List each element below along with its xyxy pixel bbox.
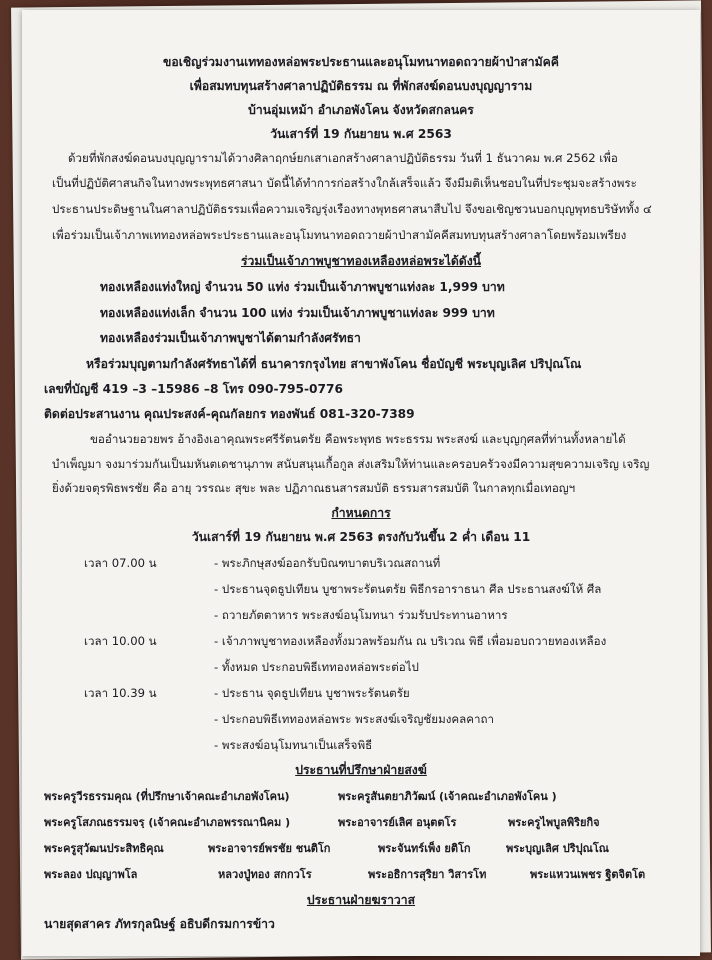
advisor-name: พระอธิการสุริยา วิสารโท (368, 868, 487, 881)
header-line-3: บ้านอุ่มเหม้า อำเภอพังโคน จังหวัดสกลนคร (248, 103, 474, 117)
bank-info: หรือร่วมบุญตามกำลังศรัทธาได้ที่ ธนาคารกรุงไทย สาขาพังโคน ชื่อบัญชี พระบุญเลิศ ปริปุณโณ (86, 357, 582, 371)
advisor-name: พระแหวนเพชร ฐิตจิตโต (530, 868, 646, 881)
intro-line: ด้วยที่พักสงฆ์ดอนบงบุญญารามได้วางศิลาฤกษ์ยกเสาเอกสร้างศาลาปฏิบัติธรรม วันที่ 1 ธันวาคม พ.ศ 2562 เพื่อ (68, 151, 618, 165)
invitation-document (22, 10, 700, 956)
lay-chairman: นายสุดสาคร ภัทรกุลนิษฐ์ อธิบดีกรมการข้าว (44, 917, 275, 931)
intro-line: เพื่อร่วมเป็นเจ้าภาพเททองหล่อพระประธานและอนุโมทนาทอดถวายผ้าป่าสามัคคีสมทบทุนสร้างศาลาโดยพร้อมเพรียง (52, 228, 627, 242)
header-date: วันเสาร์ที่ 19 กันยายน พ.ศ 2563 (270, 127, 452, 141)
advisor-name: พระครูวีรธรรมคุณ (ที่ปรึกษาเจ้าคณะอำเภอพังโคน) (44, 790, 290, 803)
intro-line: ประธานประดิษฐานในศาลาปฏิบัติธรรมเพื่อความเจริญรุ่งเรืองทางพุทธศาสนาสืบไป จึงขอเชิญชวนบอกบุญพุทธบริษัททั้ง ๔ (52, 202, 652, 216)
sponsor-line: ทองเหลืองแท่งใหญ่ จำนวน 50 แท่ง ร่วมเป็นเจ้าภาพบูชาแท่งละ 1,999 บาท (100, 280, 505, 294)
schedule-time: เวลา 10.39 น (84, 686, 157, 700)
schedule-heading: กำหนดการ (331, 506, 391, 520)
sponsor-line: ทองเหลืองแท่งเล็ก จำนวน 100 แท่ง ร่วมเป็นเจ้าภาพบูชาแท่งละ 999 บาท (100, 306, 495, 320)
schedule-item: - ประธานจุดธูปเทียน บูชาพระรัตนตรัย พิธีกรอาราธนา ศีล ประธานสงฆ์ให้ ศีล (214, 582, 602, 596)
contact-info: ติดต่อประสานงาน คุณประสงค์-คุณกัลยกร ทองพันธ์ 081-320-7389 (44, 407, 415, 421)
blessing-line: ขออำนวยอวยพร อ้างอิงเอาคุณพระศรีรัตนตรัย คือพระพุทธ พระธรรม พระสงฆ์ และบุญกุศลที่ท่านทั้งหลายได้ (90, 432, 626, 446)
schedule-item: - ประกอบพิธีเททองหล่อพระ พระสงฆ์เจริญชัยมงคลคาถา (214, 712, 495, 726)
schedule-item: - ประธาน จุดธูปเทียน บูชาพระรัตนตรัย (214, 686, 410, 700)
schedule-item: - ถวายภัตตาหาร พระสงฆ์อนุโมทนา ร่วมรับประทานอาหาร (214, 608, 508, 622)
header-line-2: เพื่อสมทบทุนสร้างศาลาปฏิบัติธรรม ณ ที่พักสงฆ์ดอนบงบุญญาราม (189, 79, 533, 93)
advisor-name: พระลอง ปญฺญาพโล (44, 868, 138, 881)
sponsor-heading: ร่วมเป็นเจ้าภาพบูชาทองเหลืองหล่อพระได้ดังนี้ (240, 254, 481, 268)
advisor-name: พระครูสุวัฒนประสิทธิคุณ (44, 842, 164, 855)
advisors-heading: ประธานที่ปรึกษาฝ่ายสงฆ์ (295, 763, 427, 777)
schedule-time: เวลา 07.00 น (84, 556, 157, 570)
schedule-item: - ทั้งหมด ประกอบพิธีเททองหล่อพระต่อไป (214, 660, 419, 674)
advisor-name: พระอาจารย์เลิศ อนุตตโร (338, 816, 457, 829)
header-line-1: ขอเชิญร่วมงานเททองหล่อพระประธานและอนุโมทนาทอดถวายผ้าป่าสามัคคี (163, 55, 559, 69)
advisor-name: พระอาจารย์พรชัย ชนติโก (208, 842, 331, 855)
blessing-line: ยิ่งด้วยจตุรพิธพรชัย คือ อายุ วรรณะ สุขะ พละ ปฏิภาณธนสารสมบัติ ธรรมสารสมบัติ ในกาลทุกเมื่อเทอญฯ (52, 481, 576, 495)
advisor-name: พระบุญเลิศ ปริปุณโณ (506, 842, 609, 855)
intro-line: เป็นที่ปฏิบัติศาสนกิจในทางพระพุทธศาสนา บัดนี้ได้ทำการก่อสร้างใกล้เสร็จแล้ว จึงมีมติเห็นชอบในที่ประชุมจะสร้างพระ (52, 176, 637, 190)
blessing-line: บำเพ็ญมา จงมาร่วมกันเป็นมหันตเดชานุภาพ สนับสนุนเกื้อกูล ส่งเสริมให้ท่านและครอบครัวจงมีความสุขความเจริญ เจริญ (52, 457, 650, 471)
sponsor-line: ทองเหลืองร่วมเป็นเจ้าภาพบูชาได้ตามกำลังศรัทธา (100, 331, 361, 345)
advisor-name: พระครูสันตยาภิวัฒน์ (เจ้าคณะอำเภอพังโคน ) (338, 790, 557, 803)
schedule-item: - พระภิกษุสงฆ์ออกรับบิณฑบาตบริเวณสถานที่ (214, 556, 441, 570)
advisor-name: พระครูไพบูลพิริยกิจ (508, 816, 600, 829)
schedule-item: - เจ้าภาพบูชาทองเหลืองทั้งมวลพร้อมกัน ณ บริเวณ พิธี เพื่อมอบถวายทองเหลือง (214, 634, 607, 648)
lay-heading: ประธานฝ่ายฆราวาส (306, 893, 416, 907)
advisor-name: หลวงปู่ทอง สกกวโร (218, 868, 312, 881)
account-number: เลขที่บัญชี 419 –3 –15986 –8 โทร 090-795-0776 (44, 382, 343, 396)
schedule-time: เวลา 10.00 น (84, 634, 157, 648)
advisor-name: พระครูโสภณธรรมจรฺ (เจ้าคณะอำเภอพรรณานิคม ) (44, 816, 291, 829)
advisor-name: พระจันทร์เพ็ง ยติโก (378, 842, 471, 855)
schedule-date: วันเสาร์ที่ 19 กันยายน พ.ศ 2563 ตรงกับวันขึ้น 2 ค่ำ เดือน 11 (191, 530, 531, 544)
schedule-item: - พระสงฆ์อนุโมทนาเป็นเสร็จพิธี (214, 738, 373, 752)
